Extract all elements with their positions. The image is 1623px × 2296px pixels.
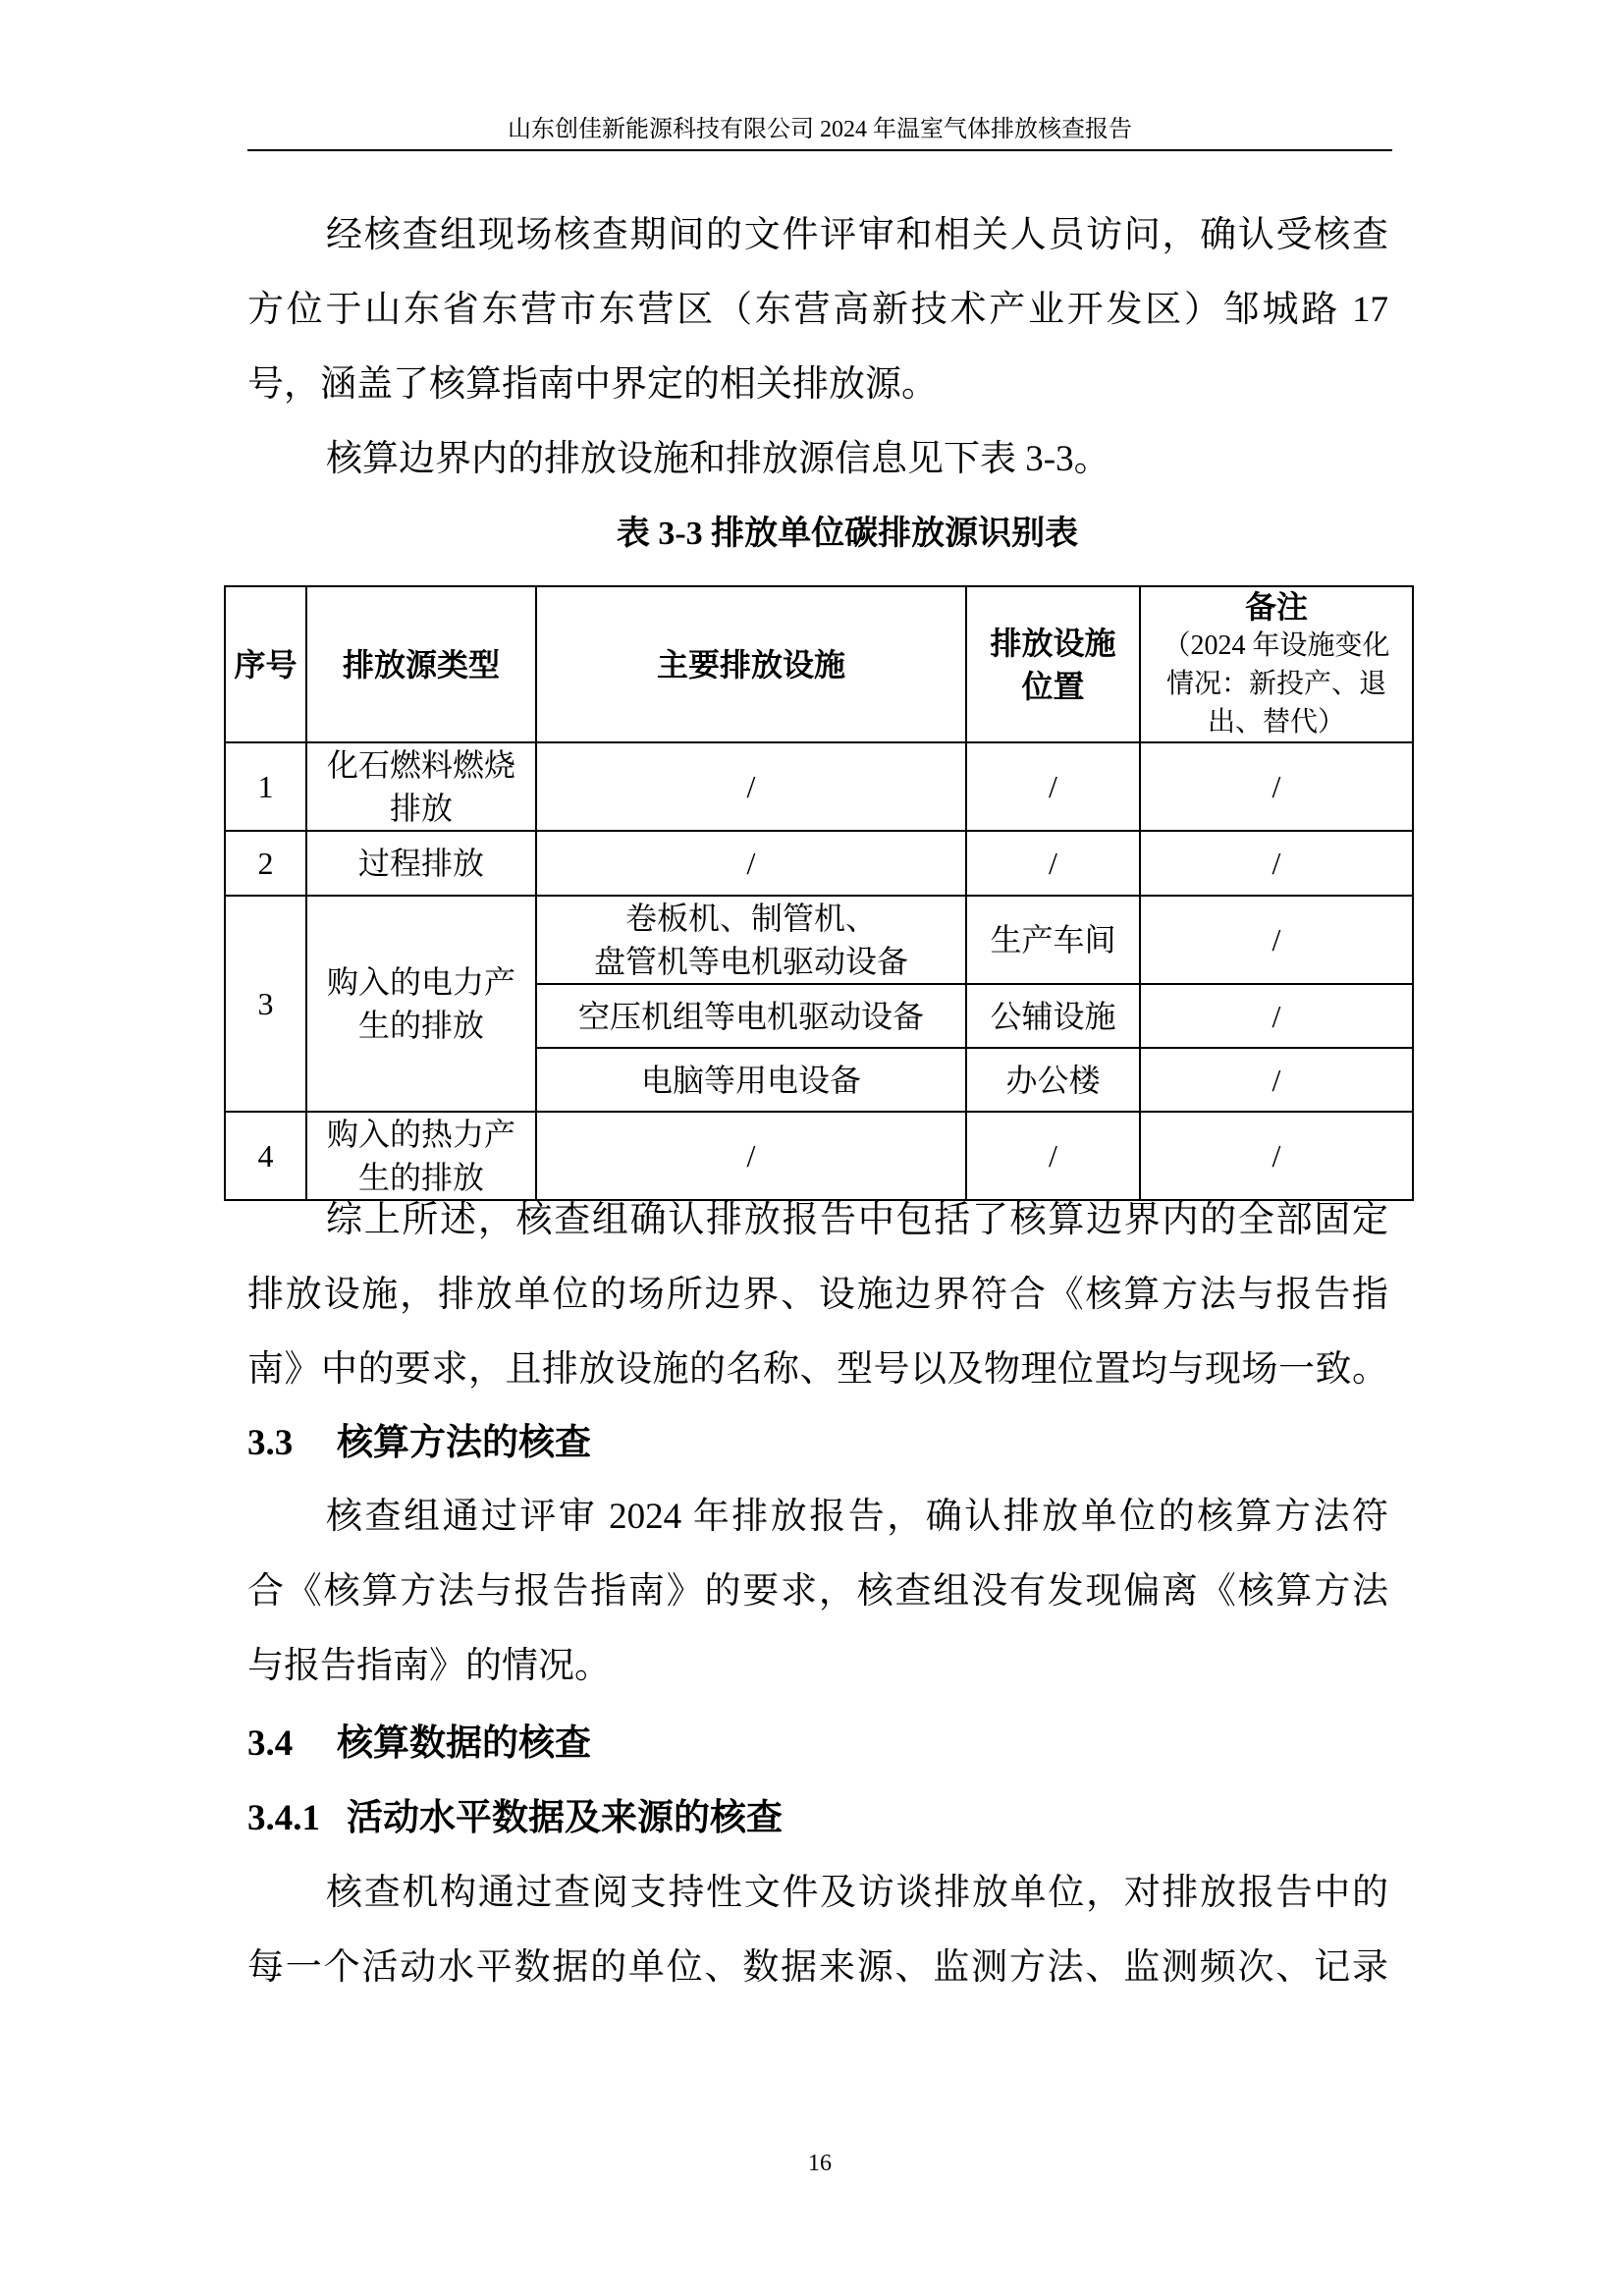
paragraph-summary	[247, 1183, 1388, 1407]
cell-line: 排放	[389, 791, 453, 826]
paragraph-line: 综上所述，核查组确认排放报告中包括了核算边界内的全部固定	[326, 1200, 1388, 1240]
paragraph-line: 方位于山东省东营市东营区（东营高新技术产业开发区）邹城路 17	[247, 290, 1388, 330]
section-title: 活动水平数据及来源的核查	[347, 1798, 783, 1838]
section-number: 3.3	[247, 1423, 294, 1463]
header-location	[966, 586, 1140, 742]
paragraph-line: 合《核算方法与报告指南》的要求，核查组没有发现偏离《核算方法	[247, 1571, 1388, 1612]
cell-line: 购入的电力产	[326, 964, 515, 1000]
cell-no: 1	[225, 742, 306, 831]
cell-location: /	[966, 1112, 1140, 1200]
page-header-title: 山东创佳新能源科技有限公司 2024 年温室气体排放核查报告	[508, 117, 1132, 142]
table-caption: 表 3-3 排放单位碳排放源识别表	[616, 516, 1079, 552]
cell-line: 盘管机等电机驱动设备	[593, 944, 908, 979]
table-row	[225, 896, 1413, 984]
page-number: 16	[808, 2151, 832, 2176]
section-heading-3-4-1	[247, 1781, 1388, 1856]
cell-remark: /	[1140, 831, 1413, 896]
cell-remark: /	[1140, 984, 1413, 1048]
paragraph-line: 排放设施，排放单位的场所边界、设施边界符合《核算方法与报告指	[247, 1275, 1388, 1315]
paragraph-section-3-4-1	[247, 1856, 1388, 2005]
paragraph-intro-1	[247, 198, 1388, 422]
section-title: 核算数据的核查	[337, 1723, 591, 1764]
header-source-type: 排放源类型	[306, 586, 536, 742]
header-rule	[247, 149, 1392, 151]
cell-line: 生的排放	[357, 1160, 484, 1195]
cell-facility: /	[536, 742, 966, 831]
header-no: 序号	[225, 586, 306, 742]
section-number: 3.4.1	[247, 1798, 320, 1838]
cell-location: 办公楼	[966, 1048, 1140, 1112]
cell-remark: /	[1140, 896, 1413, 984]
cell-remark: /	[1140, 1048, 1413, 1112]
cell-line: 购入的热力产	[326, 1117, 515, 1152]
paragraph-line: 南》中的要求，且排放设施的名称、型号以及物理位置均与现场一致。	[247, 1349, 1388, 1390]
cell-location: /	[966, 831, 1140, 896]
cell-facility	[536, 896, 966, 984]
cell-no: 2	[225, 831, 306, 896]
cell-location: 生产车间	[966, 896, 1140, 984]
header-remark-note-line: 出、替代）	[1207, 707, 1345, 738]
header-location-line: 位置	[1021, 668, 1085, 704]
emission-source-table	[224, 585, 1414, 1201]
section-heading-3-4	[247, 1707, 1388, 1781]
cell-no: 4	[225, 1112, 306, 1200]
cell-location: /	[966, 742, 1140, 831]
paragraph-line: 经核查组现场核查期间的文件评审和相关人员访问，确认受核查	[326, 215, 1388, 255]
cell-remark: /	[1140, 742, 1413, 831]
cell-facility: 电脑等用电设备	[536, 1048, 966, 1112]
cell-source-type	[306, 896, 536, 1112]
table-row	[225, 831, 1413, 896]
paragraph-line: 号，涵盖了核算指南中界定的相关排放源。	[247, 364, 938, 405]
cell-location: 公辅设施	[966, 984, 1140, 1048]
paragraph-section-3-3	[247, 1480, 1388, 1704]
cell-facility: 空压机组等电机驱动设备	[536, 984, 966, 1048]
header-remark-title: 备注	[1244, 589, 1308, 625]
section-title: 核算方法的核查	[337, 1423, 591, 1463]
cell-line: 卷板机、制管机、	[624, 901, 877, 936]
header-location-line: 排放设施	[990, 625, 1116, 661]
cell-line: 化石燃料燃烧	[326, 747, 515, 783]
cell-source-type: 过程排放	[306, 831, 536, 896]
section-number: 3.4	[247, 1723, 294, 1764]
section-heading-3-3	[247, 1406, 1388, 1481]
cell-remark: /	[1140, 1112, 1413, 1200]
header-remark-note-line: 情况：新投产、退	[1165, 669, 1386, 699]
paragraph-line: 每一个活动水平数据的单位、数据来源、监测方法、监测频次、记录	[247, 1947, 1388, 1988]
cell-no: 3	[225, 896, 306, 1112]
cell-facility: /	[536, 1112, 966, 1200]
header-remark	[1140, 586, 1413, 742]
paragraph-line: 核查组通过评审 2024 年排放报告，确认排放单位的核算方法符	[326, 1497, 1388, 1537]
table-row	[225, 742, 1413, 831]
table-header-row	[225, 586, 1413, 742]
header-facility: 主要排放设施	[536, 586, 966, 742]
cell-source-type	[306, 742, 536, 831]
paragraph-intro-2	[247, 422, 1388, 497]
paragraph-line: 与报告指南》的情况。	[247, 1646, 611, 1686]
cell-line: 生的排放	[357, 1008, 484, 1043]
paragraph-line: 核查机构通过查阅支持性文件及访谈排放单位，对排放报告中的	[326, 1873, 1388, 1913]
header-remark-note-line: （2024 年设施变化	[1163, 630, 1390, 661]
cell-facility: /	[536, 831, 966, 896]
paragraph-line: 核算边界内的排放设施和排放源信息见下表 3-3。	[326, 439, 1110, 479]
